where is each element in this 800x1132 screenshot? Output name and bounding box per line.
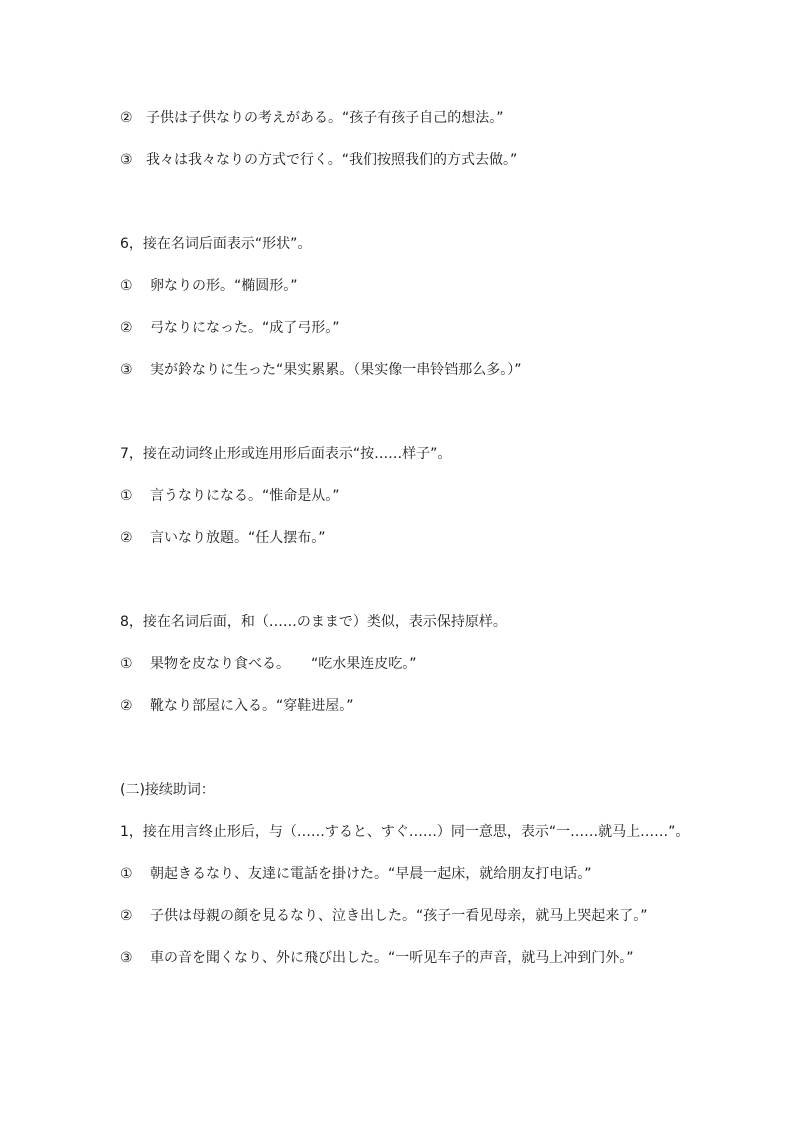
list-item (120, 108, 504, 128)
part-2-title: (二)接续助词： (120, 782, 215, 798)
list-item (120, 696, 354, 716)
item-number: ③ (120, 950, 133, 966)
list-item (120, 528, 326, 548)
list-item (120, 360, 522, 380)
part-2-sub-1-heading: 1，接在用言终止形后，与（……すると、すぐ……）同一意思，表示“一……就马上……”。 (120, 824, 690, 840)
item-number: ② (120, 530, 133, 546)
item-text: 子供は母親の顔を見るなり、泣き出した。“孩子一看见母亲，就马上哭起来了。” (150, 908, 648, 924)
item-text: 我々は我々なりの方式で行く。“我们按照我们的方式去做。” (146, 152, 518, 168)
list-item (120, 864, 592, 884)
item-number: ② (120, 698, 133, 714)
list-item (120, 654, 417, 674)
list-item (120, 276, 298, 296)
item-number: ① (120, 278, 133, 294)
item-number: ① (120, 488, 133, 504)
item-text: 卵なりの形。“椭圆形。” (150, 278, 298, 294)
item-number: ③ (120, 152, 133, 168)
list-item (120, 486, 340, 506)
item-number: ② (120, 320, 133, 336)
item-text: 果物を皮なり食べる。 “吃水果连皮吃。” (150, 656, 417, 672)
item-number: ① (120, 656, 133, 672)
item-text: 車の音を聞くなり、外に飛び出した。“一听见车子的声音，就马上冲到门外。” (150, 950, 634, 966)
item-text: 靴なり部屋に入る。“穿鞋进屋。” (150, 698, 354, 714)
item-text: 言うなりになる。“惟命是从。” (150, 488, 340, 504)
item-text: 朝起きるなり、友達に電話を掛けた。“早晨一起床，就给朋友打电话。” (150, 866, 592, 882)
list-item (120, 948, 634, 968)
item-number: ③ (120, 362, 133, 378)
item-number: ① (120, 866, 133, 882)
item-text: 子供は子供なりの考えがある。“孩子有孩子自己的想法。” (146, 110, 504, 126)
item-number: ② (120, 110, 133, 126)
section-6-heading: 6，接在名词后面表示“形状”。 (120, 236, 312, 252)
section-8-heading: 8，接在名词后面，和（……のままで）类似，表示保持原样。 (120, 614, 507, 630)
list-item (120, 150, 517, 170)
item-text: 言いなり放題。“任人摆布。” (150, 530, 326, 546)
item-text: 実が鈴なりに生った“果实累累。（果实像一串铃铛那么多。）” (150, 362, 522, 378)
item-text: 弓なりになった。“成了弓形。” (150, 320, 340, 336)
section-7-heading: 7，接在动词终止形或连用形后面表示“按……样子”。 (120, 446, 452, 462)
list-item (120, 318, 340, 338)
list-item (120, 906, 648, 926)
item-number: ② (120, 908, 133, 924)
